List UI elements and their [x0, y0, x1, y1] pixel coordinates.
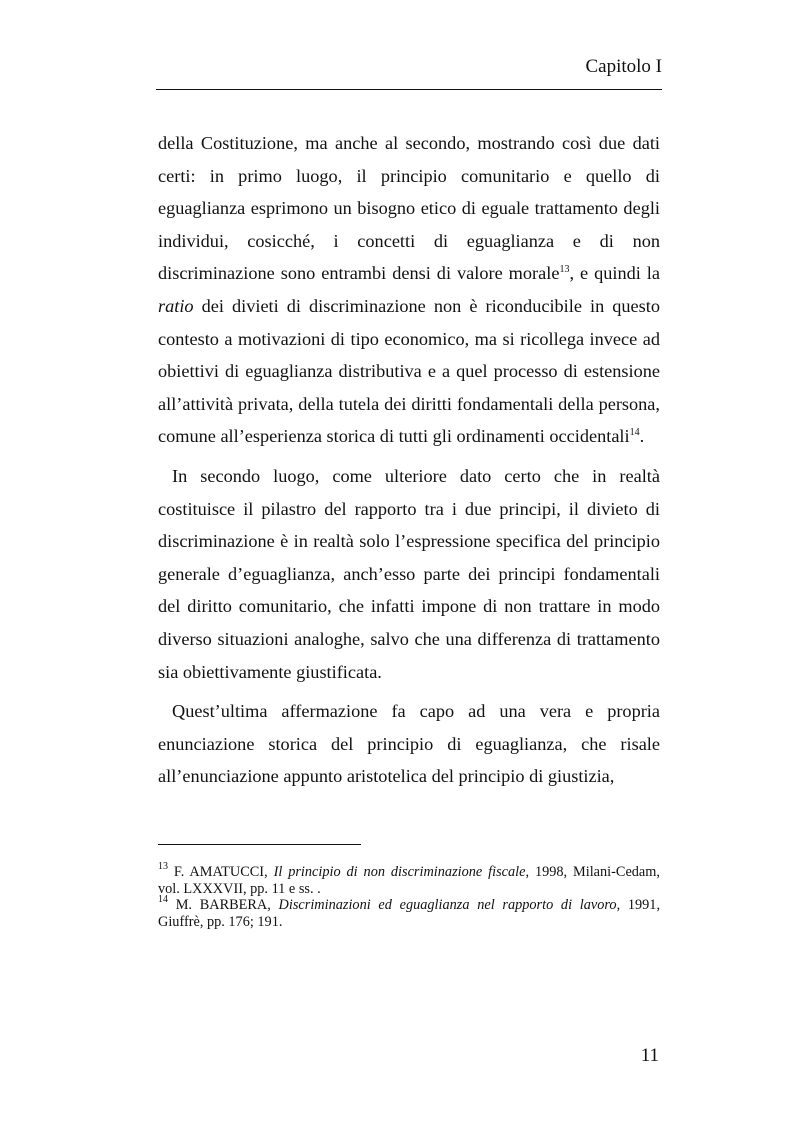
running-header [156, 56, 662, 82]
footnote-details: , 1998, Milani-Cedam, vol. LXXXVII, pp. 11 e ss. . [158, 864, 660, 897]
paragraph-1-text-post: dei divieti di discriminazione non è riconducibile in questo contesto a motivazioni di tipo economico, ma si ricollega invece ad obiettivi di eguaglianza distributiva e a quel processo di estensione all’attività privata, della tutela dei diritti fondamentali della persona, comune all’esperienza storica di tutti gli ordinamenti occidentali [158, 295, 660, 447]
paragraph-1-text: della Costituzione, ma anche al secondo, mostrando così due dati certi: in primo luogo, il principio comunitario e quello di eguaglianza esprimono un bisogno etico di eguale trattamento degli individui, cosicché, i concetti di eguaglianza e di non discriminazione sono entrambi densi di valore morale [158, 133, 660, 284]
footnote-ref-13[interactable]: 13 [559, 264, 570, 276]
body-text [158, 127, 660, 800]
footnote-13 [158, 861, 660, 897]
footnote-number: 14 [158, 894, 168, 905]
paragraph-1-end: . [639, 426, 645, 447]
footnote-ref-14[interactable]: 14 [629, 427, 640, 439]
paragraph-1 [158, 127, 660, 453]
paragraph-1-text-mid: , e quindi la [569, 263, 660, 284]
footnote-separator [158, 844, 361, 845]
footnote-author: F. AMATUCCI, [173, 864, 268, 880]
header-rule [156, 89, 662, 90]
paragraph-2: In secondo luogo, come ulteriore dato certo che in realtà costituisce il pilastro del rapporto tra i due principi, il divieto di discriminazione è in realtà solo l’espressione specifica del principio generale d’eguaglianza, anch’esso parte dei principi fondamentali del diritto comunitario, che infatti impone di non trattare in modo diverso situazioni analoghe, salvo che una differenza di trattamento sia obiettivamente giustificata. [158, 465, 660, 682]
footnotes [158, 861, 661, 930]
footnote-title: Il principio di non discriminazione fiscale [273, 864, 526, 880]
footnote-14 [158, 894, 661, 930]
footnote-author: M. BARBERA, [175, 897, 271, 913]
footnote-number: 13 [158, 861, 168, 872]
chapter-title: Capitolo I [585, 56, 662, 77]
paragraph-3: Quest’ultima affermazione fa capo ad una vera e propria enunciazione storica del principio di eguaglianza, che risale all’enunciazione appunto aristotelica del principio di giustizia, [158, 701, 660, 787]
page-number: 11 [640, 1045, 659, 1066]
footnote-title: Discriminazioni ed eguaglianza nel rapporto di lavoro [278, 897, 617, 913]
footnote-details: , 1991, Giuffrè, pp. 176; 191. [158, 897, 661, 930]
italic-ratio: ratio [158, 295, 194, 316]
